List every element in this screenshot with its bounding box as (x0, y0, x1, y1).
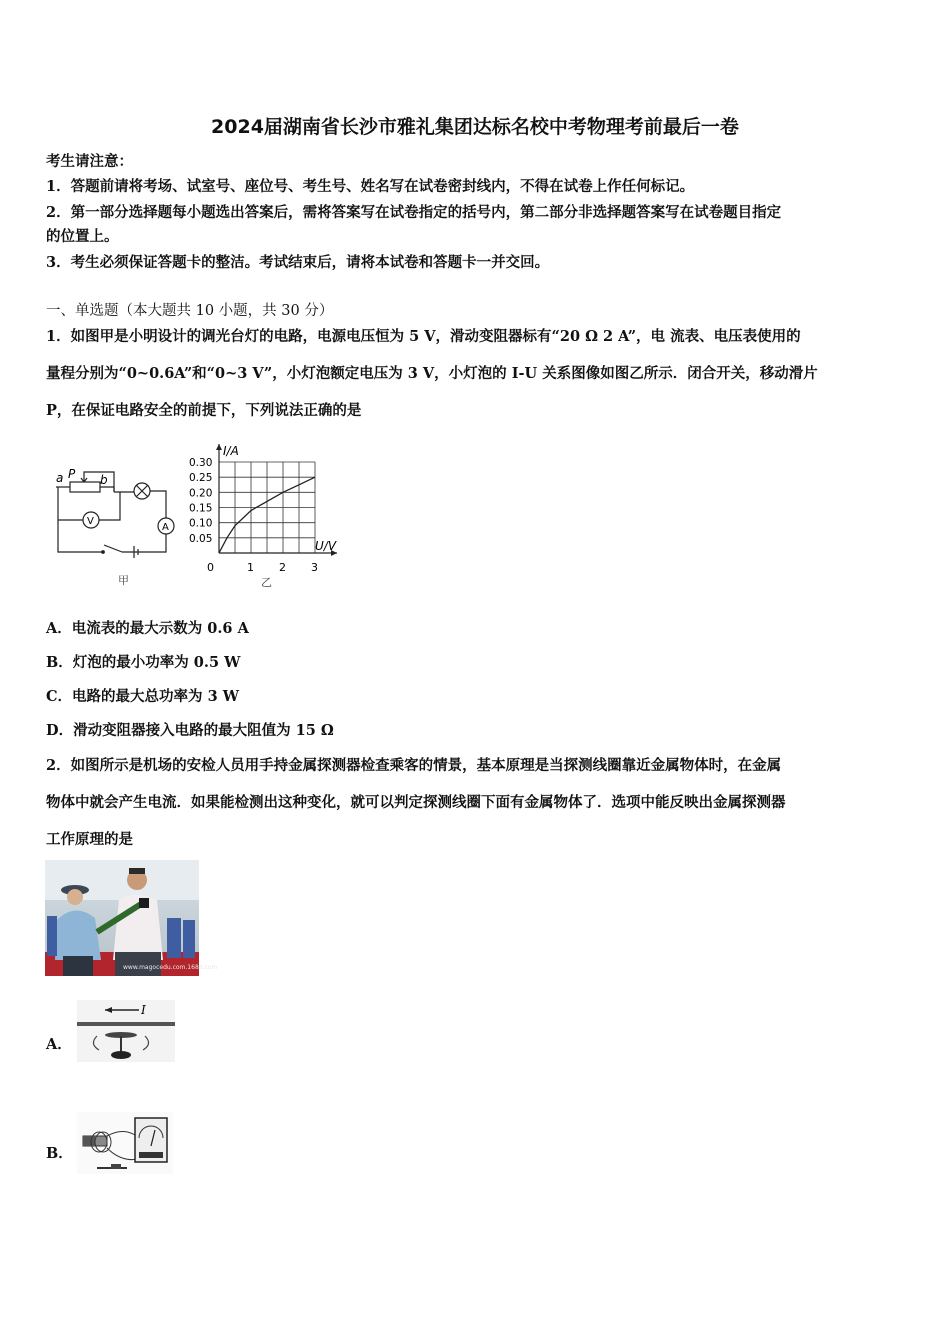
y-axis-arrow (216, 444, 222, 450)
iu-graph (185, 440, 355, 590)
y-tick-label: 0.15 (189, 502, 213, 515)
circuit-diagram (48, 460, 183, 590)
q1-stem-line2: 量程分别为“0~0.6A”和“0~3 V”，小灯泡额定电压为 3 V，小灯泡的 I-U 关系图像如图乙所示．闭合开关，移动滑片 (46, 365, 818, 382)
rheostat-label-p: P (68, 467, 76, 481)
q1-option-d[interactable]: D．滑动变阻器接入电路的最大阻值为 15 Ω (46, 722, 334, 739)
graph-ylabel: I/A (223, 444, 239, 458)
q1-stem-line1: 1．如图甲是小明设计的调光台灯的电路，电源电压恒为 5 V，滑动变阻器标有“20 Ω 2 A”，电 流表、电压表使用的 (46, 328, 801, 345)
q2-option-a-image[interactable] (77, 1000, 175, 1062)
current-label: I (141, 1003, 146, 1017)
graph-caption: 乙 (261, 576, 272, 589)
q2-stem-line2: 物体中就会产生电流．如果能检测出这种变化，就可以判定探测线圈下面有金属物体了．选项中能反映出金属探测器 (46, 794, 786, 811)
notice-item-1: 1．答题前请将考场、试室号、座位号、考生号、姓名写在试卷密封线内，不得在试卷上作任何标记。 (46, 178, 695, 195)
q1-option-c[interactable]: C．电路的最大总功率为 3 W (46, 688, 240, 705)
photo-watermark: www.magocedu.com.1688.com (123, 964, 218, 971)
notice-heading: 考生请注意： (46, 153, 133, 170)
graph-grid (219, 462, 315, 553)
voltmeter-label: V (87, 516, 94, 527)
q2-stem-line1: 2．如图所示是机场的安检人员用手持金属探测器检查乘客的情景，基本原理是当探测线圈靠近金属物体时，在金属 (46, 757, 782, 774)
y-tick-label: 0.30 (189, 457, 213, 469)
notice-item-2: 2．第一部分选择题每小题选出答案后，需将答案写在试卷指定的括号内，第二部分非选择题答案写在试卷题目指定 (46, 204, 782, 221)
q1-stem-line3: P，在保证电路安全的前提下，下列说法正确的是 (46, 402, 362, 419)
y-tick-label: 0.25 (189, 472, 213, 485)
page-title: 2024届湖南省长沙市雅礼集团达标名校中考物理考前最后一卷 (211, 116, 739, 138)
rheostat-label-b: b (100, 473, 108, 487)
q1-option-b[interactable]: B．灯泡的最小功率为 0.5 W (46, 654, 241, 671)
q2-option-b-image[interactable] (77, 1112, 173, 1174)
security-check-photo (45, 860, 218, 976)
x-tick-label: 0 (207, 561, 214, 574)
x-tick-label: 1 (247, 561, 254, 574)
q2-stem-line3: 工作原理的是 (46, 831, 133, 848)
y-tick-label: 0.20 (189, 487, 213, 500)
y-tick-label: 0.10 (189, 517, 213, 530)
y-tick-label: 0.05 (189, 532, 213, 545)
section-heading: 一、单选题（本大题共 10 小题，共 30 分） (46, 303, 334, 319)
graph-xlabel: U/V (315, 539, 337, 553)
notice-item-3: 3．考生必须保证答题卡的整洁。考试结束后，请将本试卷和答题卡一并交回。 (46, 254, 550, 271)
x-tick-label: 3 (311, 561, 318, 574)
q2-option-a-label[interactable]: A． (46, 1036, 72, 1053)
circuit-caption: 甲 (118, 574, 129, 587)
rheostat-label-a: a (56, 471, 64, 485)
q2-option-b-label[interactable]: B． (46, 1145, 73, 1162)
notice-item-2-cont: 的位置上。 (46, 228, 119, 245)
ammeter-label: A (162, 522, 169, 533)
x-tick-label: 2 (279, 561, 286, 574)
q1-option-a[interactable]: A．电流表的最大示数为 0.6 A (46, 620, 249, 637)
